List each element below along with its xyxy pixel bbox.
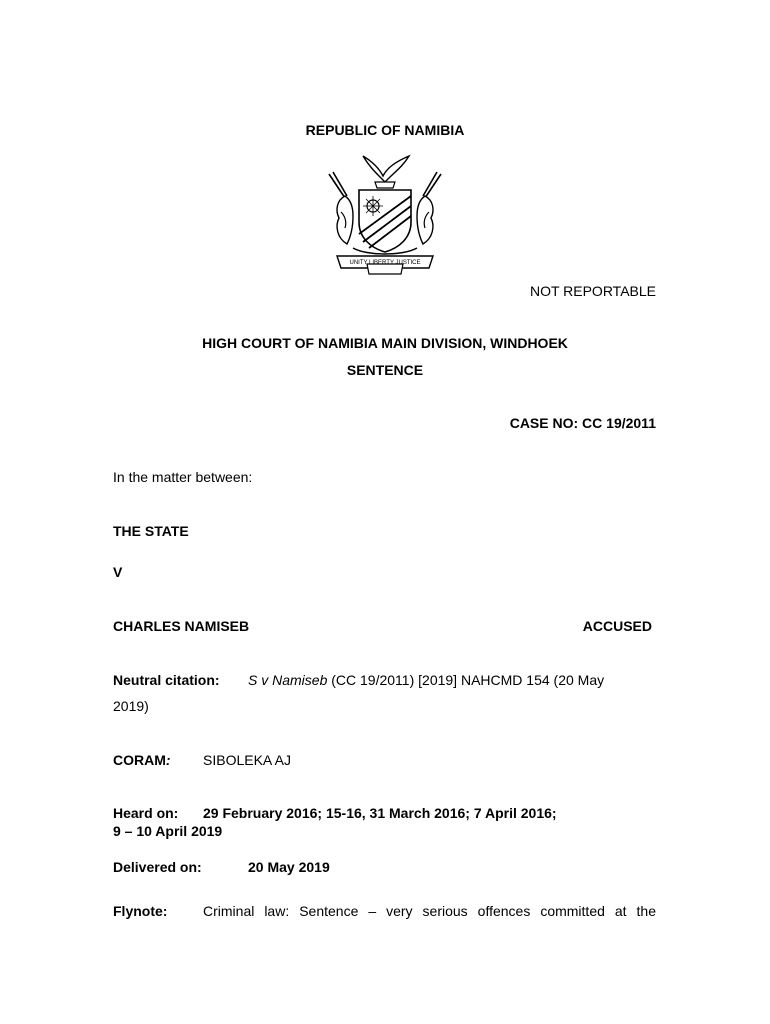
- delivered-label: Delivered on:: [113, 859, 202, 875]
- case-number: CASE NO: CC 19/2011: [509, 415, 656, 431]
- coram-colon: :: [165, 752, 171, 768]
- delivered-value: 20 May 2019: [248, 859, 330, 875]
- coram-label-text: CORAM: [113, 752, 166, 768]
- heard-value-line-2: 9 – 10 April 2019: [113, 823, 223, 839]
- coat-of-arms-icon: [323, 152, 447, 276]
- matter-intro: In the matter between:: [113, 469, 253, 485]
- flynote-label: Flynote:: [113, 903, 168, 919]
- heard-label: Heard on:: [113, 805, 179, 821]
- citation-label: Neutral citation:: [113, 672, 220, 688]
- accused-role: ACCUSED: [582, 618, 652, 634]
- citation-line-2: 2019): [113, 698, 149, 714]
- reportable-label: NOT REPORTABLE: [529, 283, 656, 299]
- citation-line-1: [248, 672, 604, 689]
- citation-case-name: S v Namiseb: [248, 672, 328, 688]
- court-heading: HIGH COURT OF NAMIBIA MAIN DIVISION, WINDHOEK: [202, 335, 568, 351]
- heard-value-line-1: 29 February 2016; 15-16, 31 March 2016; 7 April 2016;: [203, 805, 557, 821]
- coram-label: [113, 752, 171, 769]
- republic-heading: REPUBLIC OF NAMIBIA: [305, 122, 465, 138]
- motto-text: UNITY LIBERTY JUSTICE: [349, 260, 421, 266]
- citation-reference: (CC 19/2011) [2019] NAHCMD 154 (20 May: [327, 672, 605, 688]
- document-type-heading: SENTENCE: [346, 362, 424, 378]
- coram-value: SIBOLEKA AJ: [203, 752, 291, 768]
- flynote-text: Criminal law: Sentence – very serious offences committed at the: [203, 903, 656, 919]
- party-state: THE STATE: [113, 523, 189, 539]
- versus-label: V: [113, 564, 123, 580]
- accused-name: CHARLES NAMISEB: [113, 618, 250, 634]
